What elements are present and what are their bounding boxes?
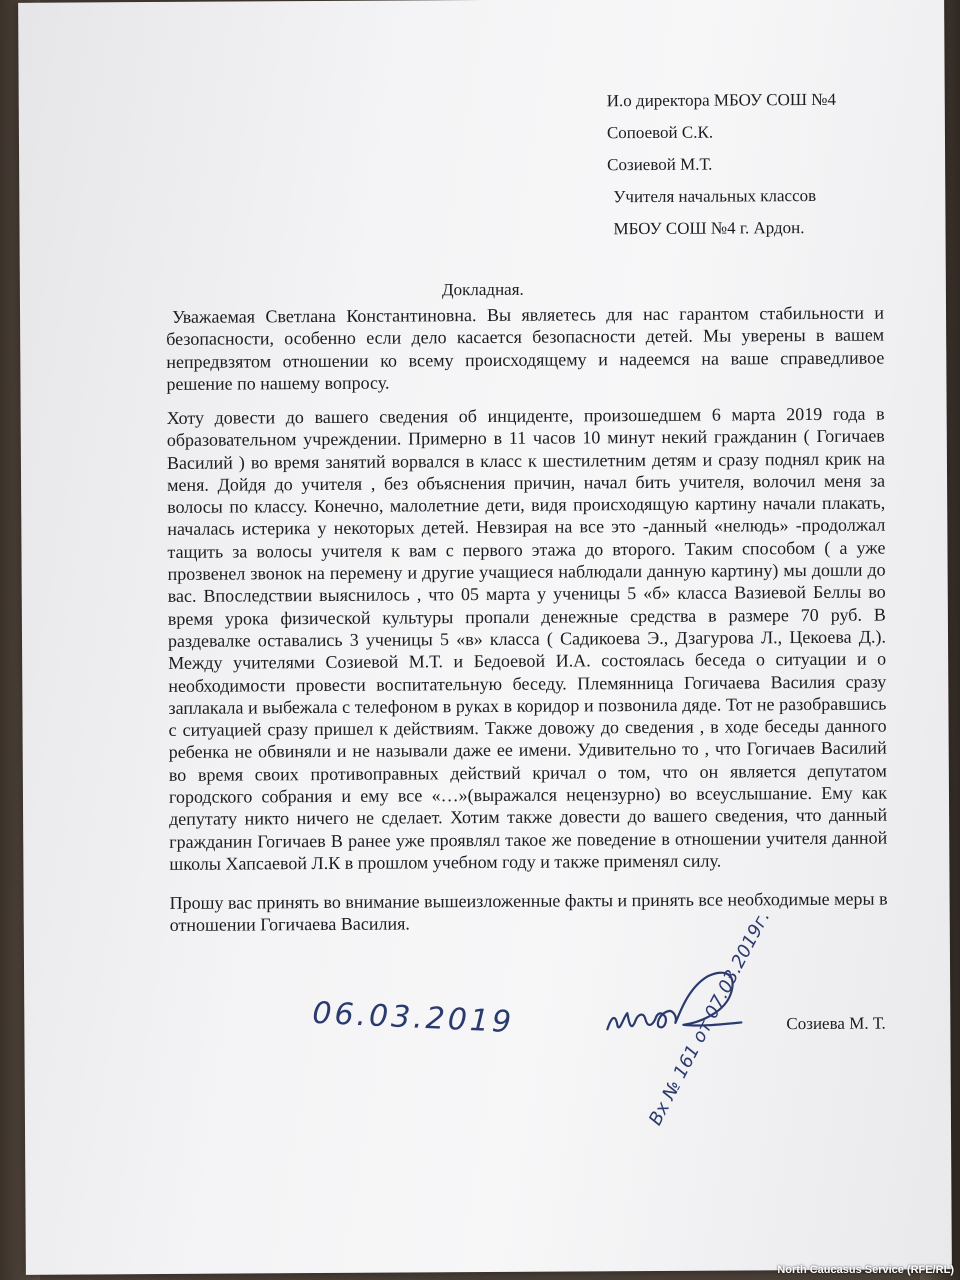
- addressee-line-school: МБОУ СОШ №4 г. Ардон.: [613, 218, 805, 239]
- watermark-credit: North Caucasus Service (RFE/RL): [777, 1264, 954, 1276]
- document-title: Докладная.: [441, 279, 524, 300]
- addressee-line-position: Учителя начальных классов: [613, 185, 817, 207]
- addressee-block: [607, 84, 837, 245]
- paper-sheet: [18, 0, 952, 1275]
- handwritten-date: 06.03.2019: [311, 995, 515, 1041]
- paragraph-greeting: Уважаемая Светлана Константиновна. Вы являетесь для нас гарантом стабильности и безопасности, особенно если дело касается безопасности детей. Мы уверены в вашем непредвзятом отношении ко всему происходящему и надеемся на ваше справедливое решение по нашему вопросу.: [166, 302, 885, 394]
- addressee-line-name: Сопоевой С.К.: [606, 122, 714, 143]
- addressee-line-director: И.о директора МБОУ СОШ №4: [606, 89, 837, 111]
- paragraph-incident: Хоту довести до вашего сведения об инциденте, произошедшем 6 марта 2019 года в образовательном учреждении. Примерно в 11 часов 10 минут некий гражданин ( Гогичаев Василий ) во время занятий ворвался в класс к шестилетним детям и сразу поднял крик на меня. Дойдя до учителя , без объяснения причин, начал бить учителя, волочил меня за волосы по классу. Конечно, малолетние дети, видя происходящую картину начали плакать, началась истерика у некоторых детей. Невзирая на все это -данный «нелюдь» -продолжал тащить за волосы учителя к вам с первого этажа до второго. Таким способом ( а уже прозвенел звонок на перемену и другие учащиеся наблюдали данную картину) мы дошли до вас. Впоследствии выяснилось , что 05 марта у ученицы 5 «б» класса Вазиевой Беллы во время урока физической культуры пропали денежные средства в размере 70 руб. В раздевалке оставались 3 ученицы 5 «в» класса ( Садикоева Э., Дзагурова Л., Цекоева Д.). Между учителями Созиевой М.Т. и Бедоевой И.А. состоялась беседа о ситуации и о необходимости провести воспитательную беседу. Племянница Гогичаева Василия сразу заплакала и выбежала с телефоном в руках в коридор и позвонила дяде. Тот не разобравшись с ситуацией сразу пришел к действиям. Также довожу до сведения , в ходе беседы данного ребенка не обвиняли и не называли даже ее имени. Удивительно то , что Гогичаев Василий во время своих противоправных действий кричал о том, что он является депутатом городского собрания и ему все «…»(выражался нецензурно) во всеуслышание. Ему как депутату никто ничего не сделает. Хотим также довести до вашего сведения, что данный гражданин Гогичаев В ранее уже проявлял такое же поведение в отношении учителя данной школы Хапсаевой Л.К в прошлом учебном году и также применял силу.: [166, 403, 888, 874]
- addressee-line-sender: Созиевой М.Т.: [607, 154, 713, 175]
- handwritten-receipt-note: Вх № 161 от 07.03.2019г.: [644, 907, 775, 1129]
- paragraph-request: Прошу вас принять во внимание вышеизложенные факты и принять все необходимые меры в отношении Гогичаева Василия.: [169, 888, 888, 936]
- signer-name: Созиева М. Т.: [786, 1013, 886, 1034]
